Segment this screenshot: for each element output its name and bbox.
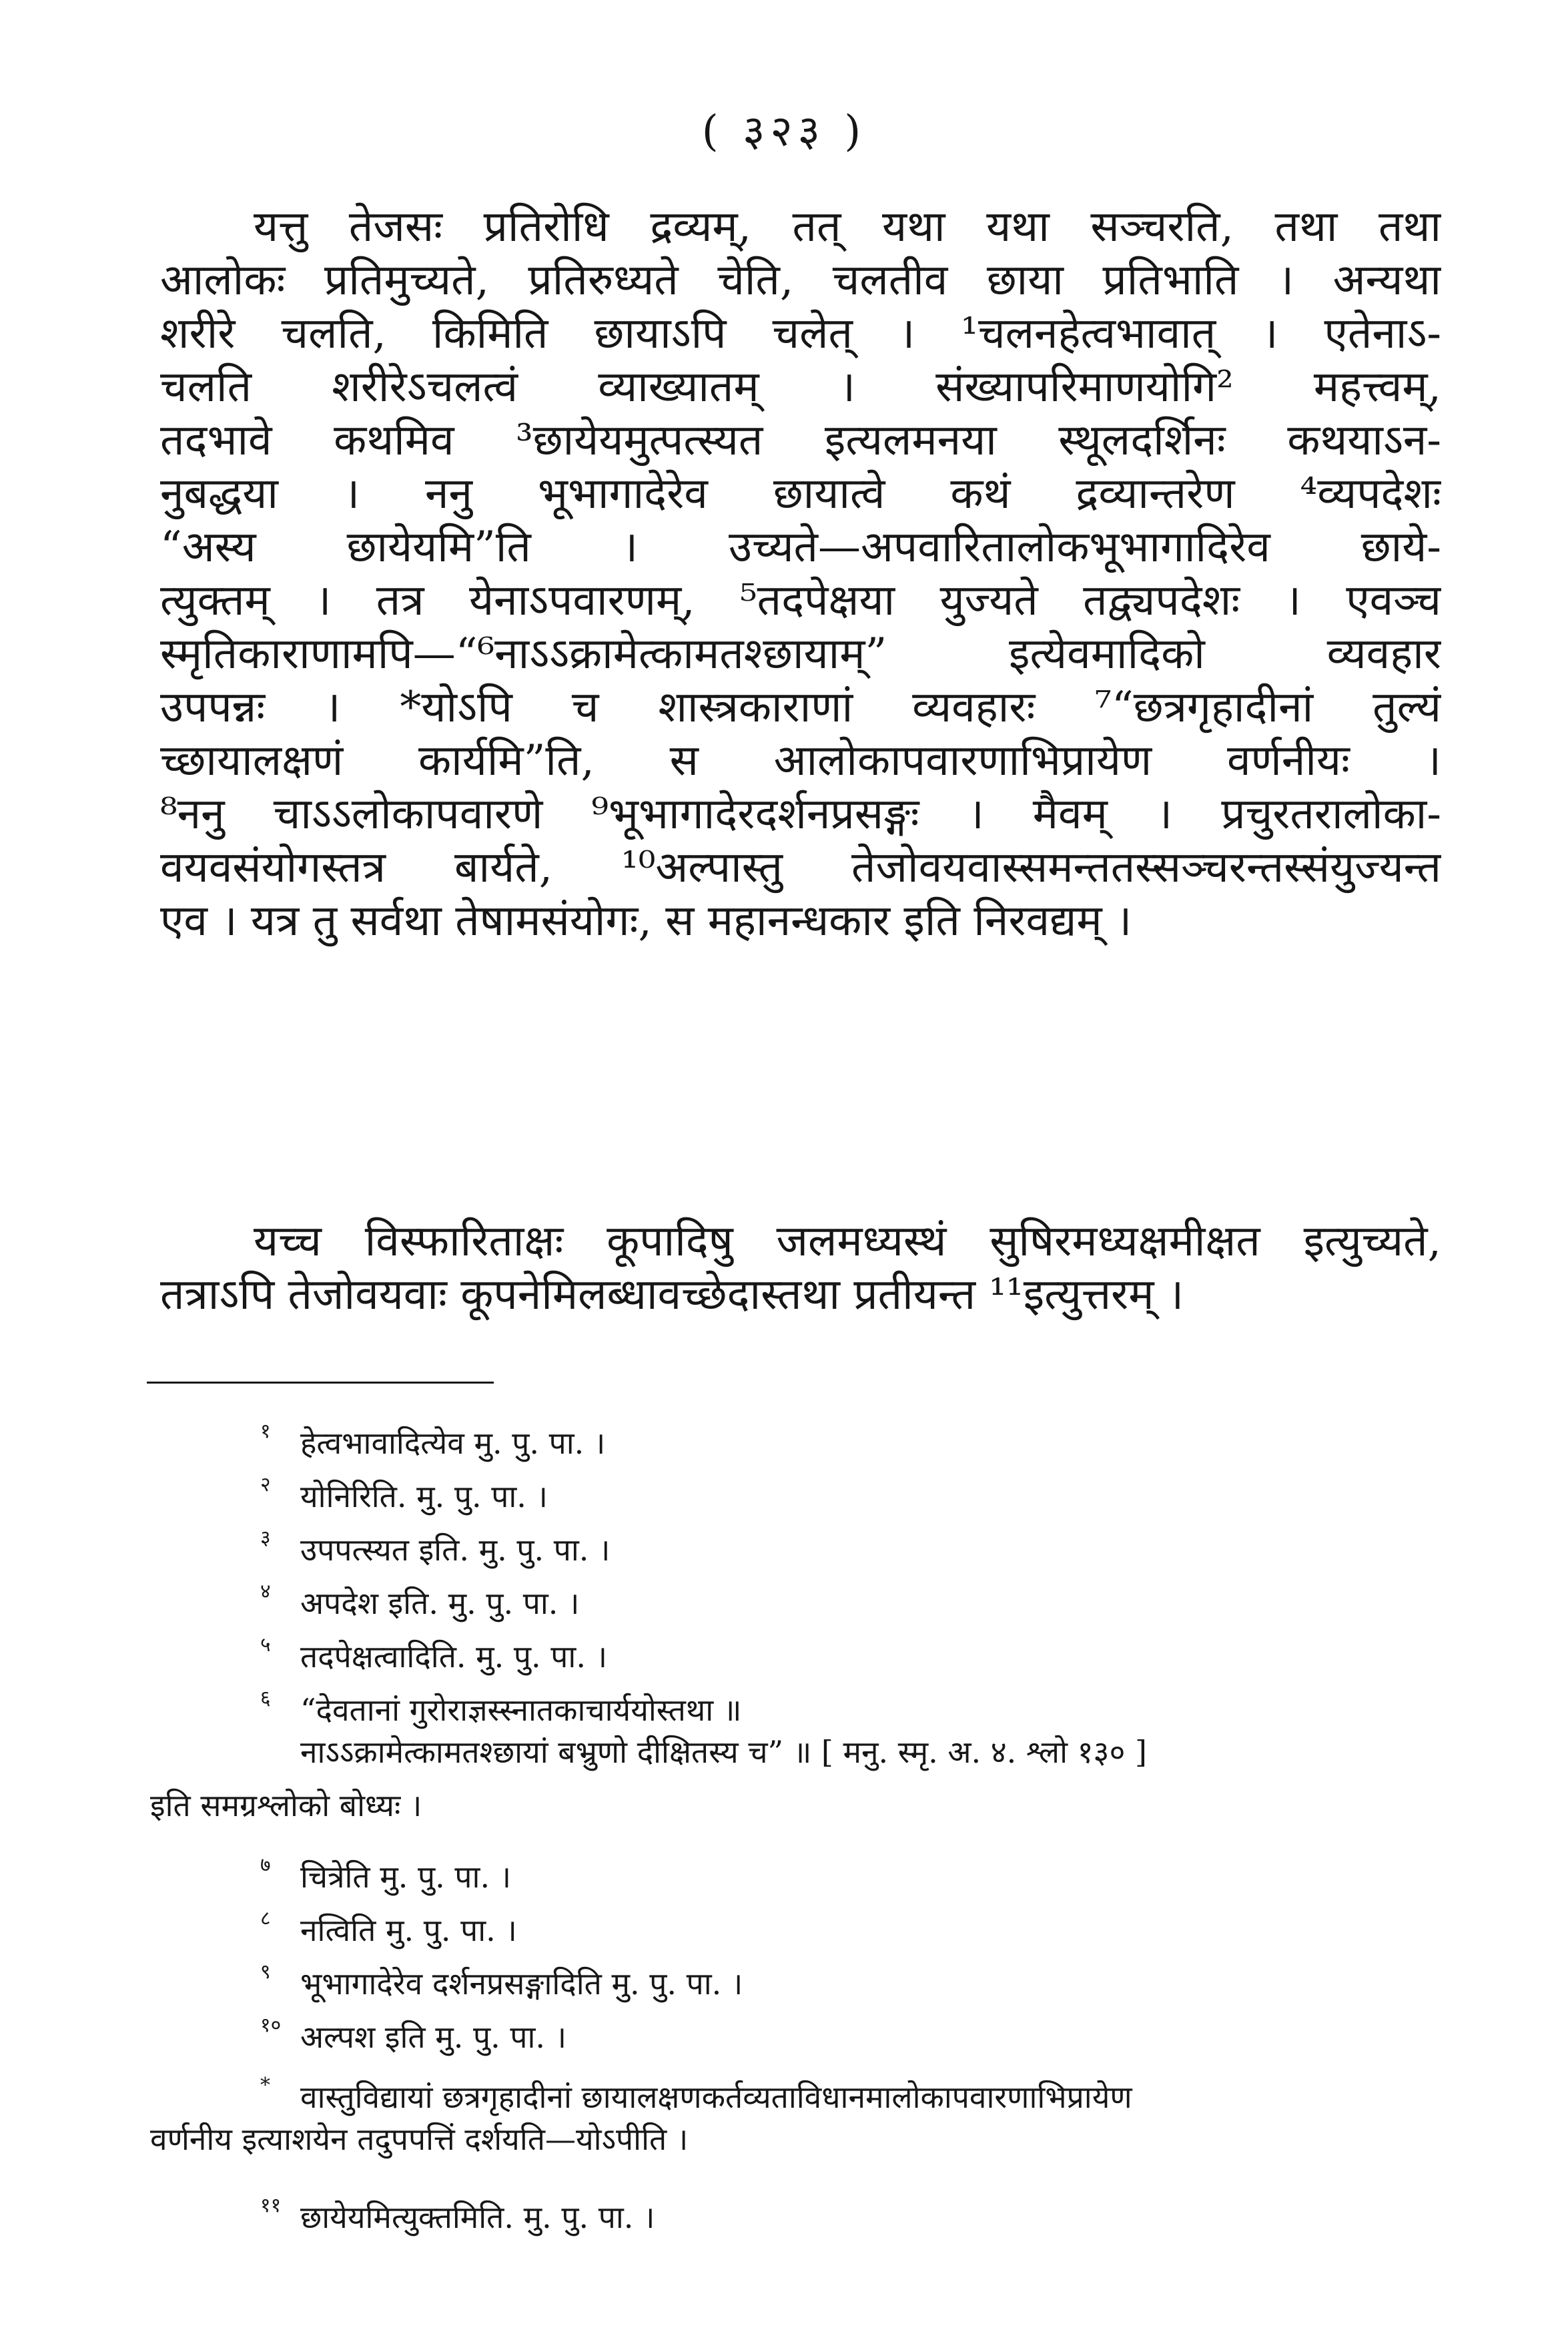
footnote-number: ७ (260, 1853, 271, 1877)
text-line: “अस्य छायेयमि”ति । उच्यते—अपवारितालोकभूभागादिरेव छाये- (160, 523, 1441, 572)
text-line: त्युक्तम् । तत्र येनाऽपवारणम्, ⁵तदपेक्षया युज्यते तद्व्यपदेशः । एवञ्च (160, 576, 1441, 625)
text-line: वयवसंयोगस्तत्र बार्यते, ¹⁰अल्पास्तु तेजोवयवास्समन्ततस्सञ्चरन्तस्संयुज्यन्त (160, 843, 1441, 892)
footnote-number: ४ (260, 1580, 271, 1603)
footnote-number: १ (260, 1420, 271, 1443)
footnote-text: भूभागादेरेव दर्शनप्रसङ्गादिति मु. पु. पा. । (300, 1966, 743, 2002)
text-line: स्मृतिकाराणामपि—“⁶नाऽऽक्रामेत्कामतश्छायाम्” इत्येवमादिको व्यवहार (160, 629, 1441, 679)
footnote (260, 1842, 512, 1895)
text-line: नुबद्धया । ननु भूभागादेरेव छायात्वे कथं द्रव्यान्तरेण ⁴व्यपदेशः (160, 469, 1441, 519)
footnote (260, 1408, 606, 1461)
footnote-number: १० (260, 2014, 282, 2037)
footnote (260, 2002, 567, 2055)
paragraph-shadow-explanation (160, 200, 1441, 948)
text-line: चलति शरीरेऽचलत्वं व्याख्यातम् । संख्यापरिमाणयोगि² महत्त्वम्, (160, 362, 1441, 412)
footnote-number: ९ (260, 1960, 271, 1984)
footnote-number: ५ (260, 1633, 271, 1657)
text-line: यत्तु तेजसः प्रतिरोधि द्रव्यम्, तत् यथा यथा सञ्चरति, तथा तथा (254, 202, 1441, 252)
text-line: शरीरे चलति, किमिति छायाऽपि चलेत् । ¹चलनहेत्वभावात् । एतेनाऽ- (160, 309, 1441, 358)
footnote-text: हेत्वभावादित्येव मु. पु. पा. । (300, 1425, 606, 1461)
text-line: ⁸ननु चाऽऽलोकापवारणे ⁹भूभागादेरदर्शनप्रसङ्गः । मैवम् । प्रचुरतरालोका- (160, 790, 1441, 839)
footnote (260, 1622, 607, 1675)
text-line: यच्च विस्फारिताक्षः कूपादिषु जलमध्यस्थं सुषिरमध्यक्षमीक्षत इत्युच्यते, (254, 1217, 1441, 1266)
footnote-number: २ (260, 1473, 271, 1496)
footnote (260, 2182, 655, 2235)
text-line: उपपन्नः । *योऽपि च शास्त्रकाराणां व्यवहारः ⁷“छत्रगृहादीनां तुल्यं (160, 683, 1441, 732)
footnote-number: ८ (260, 1907, 271, 1930)
footnote-text: वर्णनीय इत्याशयेन तदुपपत्तिं दर्शयति—योऽपीति । (150, 2121, 689, 2157)
text-line: च्छायालक्षणं कार्यमि”ति, स आलोकापवारणाभिप्रायेण वर्णनीयः । (160, 736, 1441, 786)
paragraph-well-explanation (160, 1215, 1441, 1322)
text-line: एव । यत्र तु सर्वथा तेषामसंयोगः, स महानन्धकार इति निरवद्यम् । (160, 896, 1132, 946)
footnote-marker: * (260, 2074, 270, 2097)
footnote-text: वास्तुविद्यायां छत्रगृहादीनां छायालक्षणकर्तव्यताविधानमालोकापवारणाभिप्रायेण (300, 2079, 1132, 2115)
footnote-text: “देवतानां गुरोराज्ञस्स्नातकाचार्ययोस्तथा ॥ (300, 1692, 742, 1728)
footnote-number: ११ (260, 2194, 282, 2217)
footnote-text: इति समग्रश्लोको बोध्यः । (150, 1787, 422, 1823)
footnote (260, 1568, 580, 1621)
footnote-continuation (150, 2116, 688, 2162)
text-line: तदभावे कथमिव ³छायेयमुत्पत्स्यत इत्यलमनया स्थूलदर्शिनः कथयाऽन- (160, 416, 1441, 465)
footnote-number: ६ (260, 1687, 271, 1710)
footnote-text: नत्विति मु. पु. पा. । (300, 1912, 517, 1948)
footnote-continuation (260, 1729, 1147, 1775)
footnote (260, 1675, 742, 1728)
footnote-editorial (260, 2062, 1132, 2115)
footnote (260, 1462, 548, 1514)
footnote-text: अल्पश इति मु. पु. पा. । (300, 2019, 567, 2055)
footnote-continuation (150, 1782, 422, 1829)
footnote-divider (147, 1382, 494, 1384)
footnote (260, 1949, 743, 2002)
footnote-text: योनिरिति. मु. पु. पा. । (300, 1478, 548, 1514)
footnote-text: उपपत्स्यत इति. मु. पु. पा. । (300, 1532, 611, 1568)
footnote-number: ३ (260, 1526, 271, 1550)
footnote-text: नाऽऽक्रामेत्कामतश्छायां बभ्रुणो दीक्षितस्य च” ॥ [ मनु. स्मृ. अ. ४. श्लो १३० ] (300, 1734, 1147, 1770)
footnote (260, 1515, 611, 1568)
footnote (260, 1895, 517, 1948)
text-line: तत्राऽपि तेजोवयवाः कूपनेमिलब्धावच्छेदास्तथा प्रतीयन्त ¹¹इत्युत्तरम् । (160, 1270, 1184, 1320)
text-line: आलोकः प्रतिमुच्यते, प्रतिरुध्यते चेति, चलतीव छाया प्रतिभाति । अन्यथा (160, 256, 1441, 305)
footnote-text: छायेयमित्युक्तमिति. मु. पु. पा. । (300, 2199, 655, 2235)
page-number: ( ३२३ ) (701, 107, 867, 156)
footnote-text: चित्रेति मु. पु. पा. । (300, 1859, 512, 1895)
footnote-text: अपदेश इति. मु. पु. पा. । (300, 1585, 580, 1621)
footnote-text: तदपेक्षत्वादिति. मु. पु. पा. । (300, 1639, 607, 1675)
